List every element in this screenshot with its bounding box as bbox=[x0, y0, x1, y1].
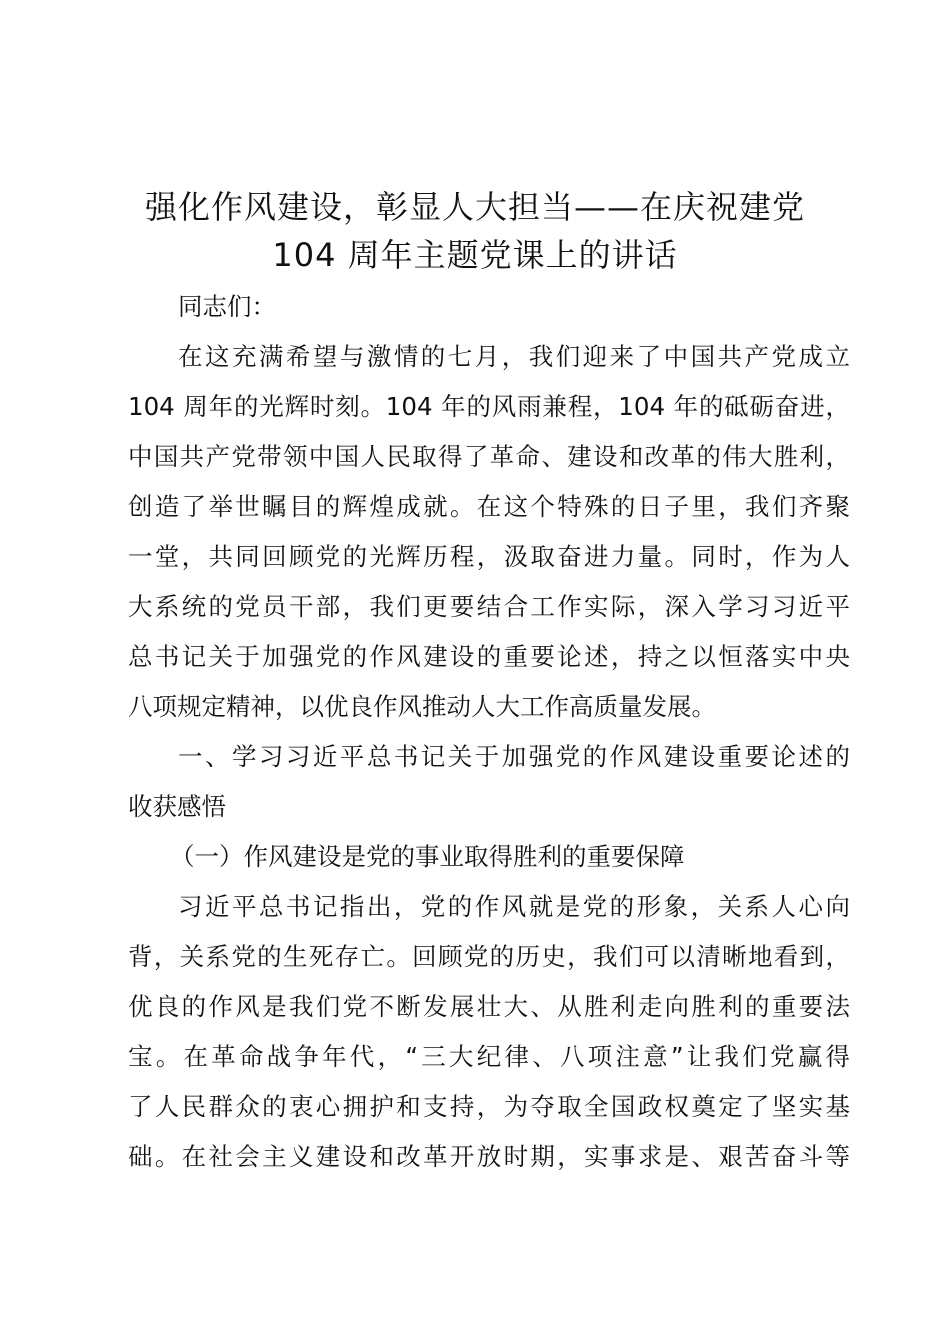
title-line-1: 强化作风建设，彰显人大担当——在庆祝建党 bbox=[144, 188, 805, 226]
paragraph-2-line-6: 础。在社会主义建设和改革开放时期，实事求是、艰苦奋斗等 bbox=[128, 1142, 850, 1171]
salutation: 同志们： bbox=[178, 292, 276, 321]
section-heading-1-line-2: 收获感悟 bbox=[128, 792, 226, 821]
subsection-heading-1: （一）作风建设是党的事业取得胜利的重要保障 bbox=[170, 842, 685, 871]
title-line-2: 104 周年主题党课上的讲话 bbox=[272, 236, 678, 274]
paragraph-1-line-6: 大系统的党员干部，我们更要结合工作实际，深入学习习近平 bbox=[128, 592, 850, 621]
section-heading-1-line-1: 一、学习习近平总书记关于加强党的作风建设重要论述的 bbox=[178, 742, 850, 771]
paragraph-1-line-7: 总书记关于加强党的作风建设的重要论述，持之以恒落实中央 bbox=[128, 642, 850, 671]
paragraph-1-line-5: 一堂，共同回顾党的光辉历程，汲取奋进力量。同时，作为人 bbox=[128, 542, 850, 571]
paragraph-2-line-2: 背，关系党的生死存亡。回顾党的历史，我们可以清晰地看到， bbox=[128, 942, 850, 971]
paragraph-1-line-8: 八项规定精神，以优良作风推动人大工作高质量发展。 bbox=[128, 692, 716, 721]
paragraph-2-line-5: 了人民群众的衷心拥护和支持，为夺取全国政权奠定了坚实基 bbox=[128, 1092, 850, 1121]
paragraph-1-line-1: 在这充满希望与激情的七月，我们迎来了中国共产党成立 bbox=[178, 342, 850, 371]
paragraph-2-line-1: 习近平总书记指出，党的作风就是党的形象，关系人心向 bbox=[178, 892, 850, 921]
paragraph-1-line-2: 104 周年的光辉时刻。104 年的风雨兼程，104 年的砥砺奋进， bbox=[128, 392, 850, 421]
paragraph-1-line-4: 创造了举世瞩目的辉煌成就。在这个特殊的日子里，我们齐聚 bbox=[128, 492, 850, 521]
paragraph-2-line-4: 宝。在革命战争年代，“三大纪律、八项注意”让我们党赢得 bbox=[128, 1042, 850, 1071]
document-title bbox=[100, 183, 850, 279]
paragraph-2-line-3: 优良的作风是我们党不断发展壮大、从胜利走向胜利的重要法 bbox=[128, 992, 850, 1021]
paragraph-1-line-3: 中国共产党带领中国人民取得了革命、建设和改革的伟大胜利， bbox=[128, 442, 850, 471]
